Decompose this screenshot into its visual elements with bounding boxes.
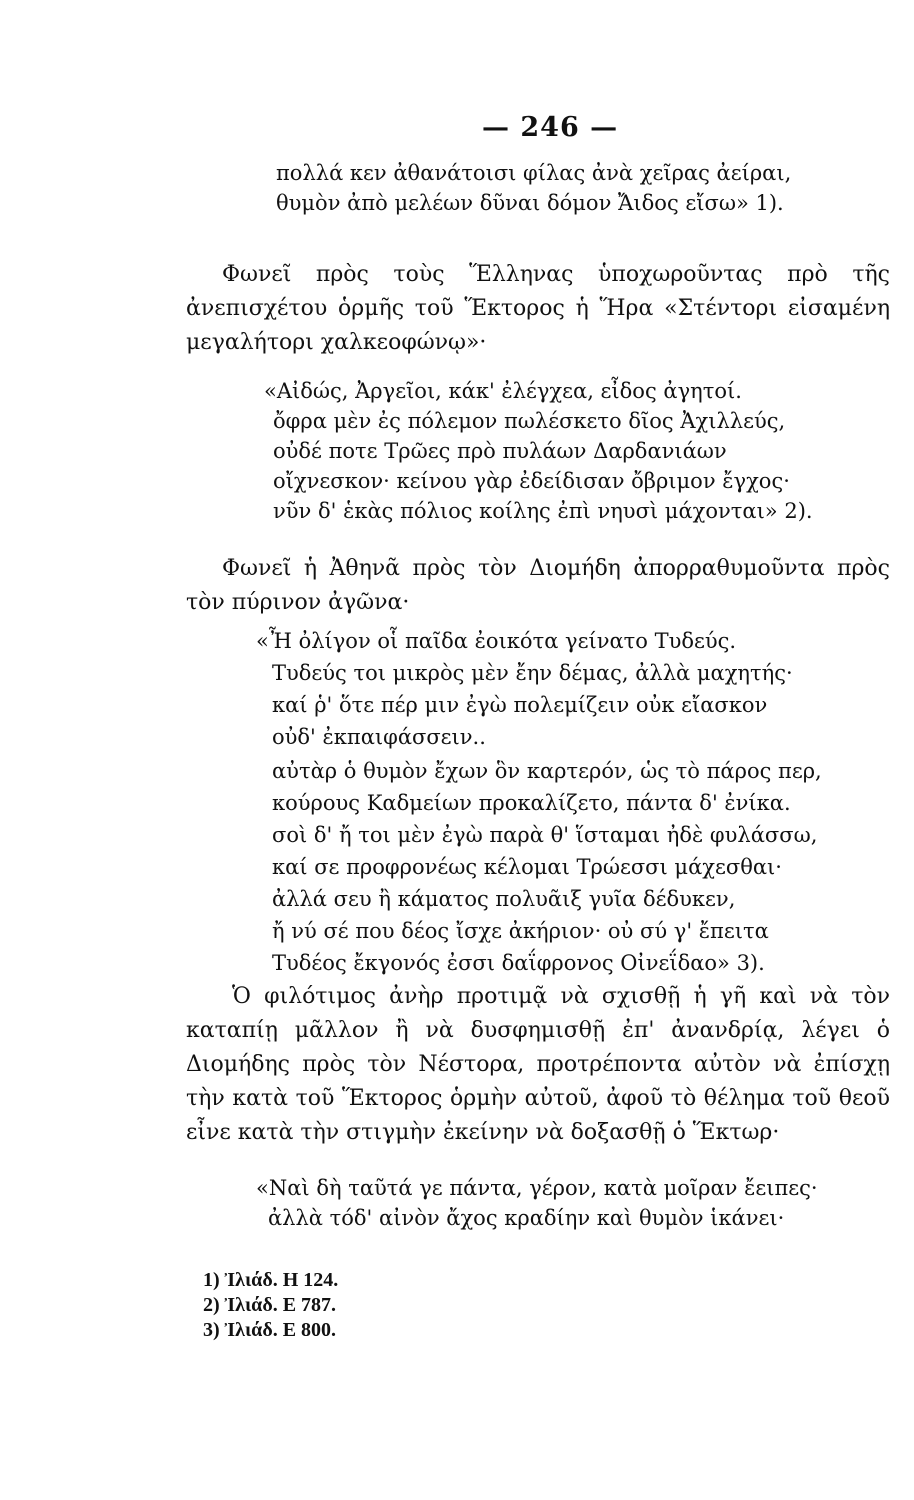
verse-line: οὐδ' ἐκπαιφάσσειν..	[272, 725, 486, 749]
verse-line: ὄφρα μὲν ἐς πόλεμον πωλέσκετο δῖος Ἀχιλλεύς,	[273, 409, 786, 433]
footnote: 3) Ἰλιάδ. Ε 800.	[203, 1319, 337, 1341]
verse-line: κούρους Καδμείων προκαλίζετο, πάντα δ' ἐνίκα.	[272, 791, 791, 815]
verse-line: ἀλλὰ τόδ' αἰνὸν ἄχος κραδίην καὶ θυμὸν ἱκάνει·	[268, 1206, 785, 1230]
verse-line: σοὶ δ' ἤ τοι μὲν ἐγὼ παρὰ θ' ἵσταμαι ἠδὲ φυλάσσω,	[272, 823, 818, 847]
verse-line: αὐτὰρ ὁ θυμὸν ἔχων ὃν καρτερόν, ὡς τὸ πάρος περ,	[272, 759, 822, 783]
verse-line: Τυδέος ἔκγονός ἐσσι δαΐφρονος Οἰνεΐδαο» 3).	[272, 951, 765, 975]
footnote: 2) Ἰλιάδ. Ε 787.	[203, 1294, 337, 1316]
prose-paragraph: Φωνεῖ πρὸς τοὺς Ἕλληνας ὑποχωροῦντας πρὸ τῆς ἀνεπισχέτου ὁρμῆς τοῦ Ἕκτορος ἡ Ἥρα «Στέντορι εἰσαμένη μεγαλήτορι χαλκεοφώνῳ»·	[186, 262, 890, 355]
verse-line: οἴχνεσκον· κείνου γὰρ ἐδείδισαν ὄβριμον ἔγχος·	[273, 469, 790, 493]
verse-line: καί σε προφρονέως κέλομαι Τρώεσσι μάχεσθαι·	[272, 855, 782, 879]
page-number: — 246 —	[482, 112, 619, 143]
footnote: 1) Ἰλιάδ. Η 124.	[203, 1269, 339, 1291]
verse-line: «Ναὶ δὴ ταῦτά γε πάντα, γέρον, κατὰ μοῖραν ἔειπες·	[256, 1176, 818, 1200]
prose-paragraph: Φωνεῖ ἡ Ἀθηνᾶ πρὸς τὸν Διομήδη ἀπορραθυμοῦντα πρὸς τὸν πύρινον ἀγῶνα·	[186, 556, 890, 615]
verse-line: πολλά κεν ἀθανάτοισι φίλας ἀνὰ χεῖρας ἀείραι,	[276, 161, 792, 185]
verse-line: οὐδέ ποτε Τρῶες πρὸ πυλάων Δαρδανιάων	[273, 439, 727, 463]
verse-line: «Αἰδώς, Ἀργεῖοι, κάκ' ἐλέγχεα, εἶδος ἀγητοί.	[264, 379, 742, 403]
prose-paragraph: Ὁ φιλότιμος ἀνὴρ προτιμᾷ νὰ σχισθῇ ἡ γῆ καὶ νὰ τὸν καταπίῃ μᾶλλον ἢ νὰ δυσφημισθῇ ἐπ' ἀνανδρίᾳ, λέγει ὁ Διομήδης πρὸς τὸν Νέστορα, προτρέποντα αὐτὸν νὰ ἐπίσχῃ τὴν κατὰ τοῦ Ἕκτορος ὁρμὴν αὐτοῦ, ἀφοῦ τὸ θέλημα τοῦ θεοῦ εἶνε κατὰ τὴν στιγμὴν ἐκείνην νὰ δοξασθῇ ὁ Ἕκτωρ·	[186, 984, 890, 1145]
verse-line: Τυδεύς τοι μικρὸς μὲν ἔην δέμας, ἀλλὰ μαχητής·	[272, 661, 793, 685]
verse-line: «Ἦ ὀλίγον οἷ παῖδα ἐοικότα γείνατο Τυδεύς.	[256, 629, 737, 653]
verse-line: νῦν δ' ἑκὰς πόλιος κοίλης ἐπὶ νηυσὶ μάχονται» 2).	[273, 499, 813, 523]
verse-line: ἤ νύ σέ που δέος ἴσχε ἀκήριον· οὐ σύ γ' ἔπειτα	[272, 919, 769, 943]
verse-line: καί ῥ' ὅτε πέρ μιν ἐγὼ πολεμίζειν οὐκ εἴασκον	[272, 693, 768, 717]
verse-line: θυμὸν ἀπὸ μελέων δῦναι δόμον Ἄιδος εἴσω» 1).	[276, 191, 784, 215]
verse-line: ἀλλά σευ ἢ κάματος πολυᾶιξ γυῖα δέδυκεν,	[272, 887, 736, 911]
